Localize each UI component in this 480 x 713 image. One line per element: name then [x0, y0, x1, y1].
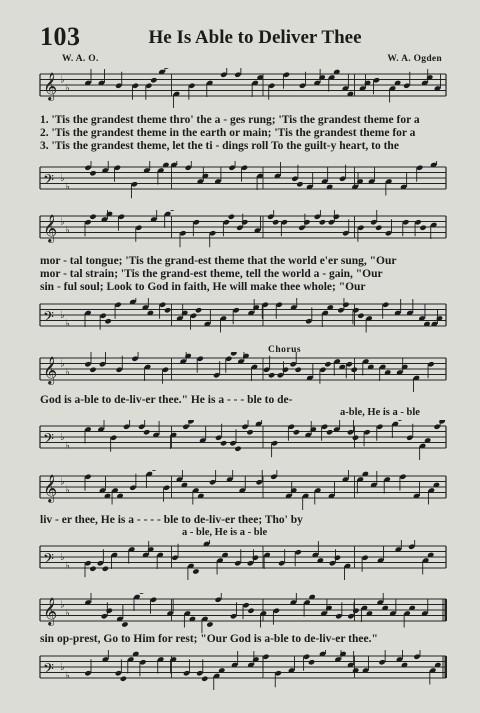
- svg-text:𝄢: 𝄢: [43, 309, 54, 329]
- lyric-line: 1. 'Tis the grandest theme thro' the a - ges rung; 'Tis the grandest theme for a: [40, 114, 420, 126]
- svg-text:𝄢: 𝄢: [43, 551, 54, 571]
- svg-text:♭: ♭: [65, 440, 70, 452]
- svg-text:𝄞: 𝄞: [43, 597, 58, 625]
- svg-text:𝄢: 𝄢: [43, 661, 54, 681]
- words-credit: W. A. O.: [62, 54, 99, 64]
- svg-text:𝄞: 𝄞: [43, 356, 58, 384]
- svg-text:♭: ♭: [65, 607, 70, 619]
- svg-text:♭: ♭: [60, 662, 65, 673]
- svg-text:♭: ♭: [65, 366, 70, 378]
- lyric-line: mor - tal tongue; 'Tis the grand-est theme that the world e'er sung, "Our: [40, 255, 397, 267]
- treble-staff: [0, 470, 480, 510]
- lyric-line: liv - er thee, He is a - - - - ble to de-liv-er thee; Tho' by: [40, 514, 303, 526]
- treble-staff: [0, 68, 480, 108]
- svg-text:♭: ♭: [65, 224, 70, 236]
- svg-text:♭: ♭: [60, 358, 65, 370]
- svg-text:𝄞: 𝄞: [43, 474, 58, 502]
- svg-text:♭: ♭: [65, 181, 70, 193]
- bass-staff: [0, 650, 480, 690]
- lyric-line: mor - tal strain; 'Tis the grand-est theme, tell the world a - gain, "Our: [40, 268, 383, 280]
- lyric-line: God is a-ble to de-liv-er thee." He is a - - - ble to de-: [40, 394, 293, 406]
- svg-text:𝄢: 𝄢: [43, 172, 54, 192]
- svg-text:𝄢: 𝄢: [43, 431, 54, 451]
- hymn-number: 103: [40, 22, 81, 51]
- lyric-line: sin op-prest, Go to Him for rest; "Our God is a-ble to de-liv-er thee.": [40, 633, 378, 645]
- music-credit: W. A. Ogden: [387, 54, 442, 64]
- bass-staff: [0, 540, 480, 580]
- alto-lyric-line: a-ble, He is a - ble: [340, 407, 420, 418]
- svg-text:♭: ♭: [60, 432, 65, 443]
- lyric-line: sin - ful soul; Look to God in faith, He will make thee whole; "Our: [40, 281, 366, 293]
- svg-text:𝄞: 𝄞: [43, 214, 58, 242]
- svg-text:♭: ♭: [60, 173, 65, 184]
- treble-staff: [0, 210, 480, 250]
- svg-text:♭: ♭: [60, 552, 65, 563]
- lyric-line: 2. 'Tis the grandest theme in the earth or main; 'Tis the grandest theme for a: [40, 127, 416, 139]
- svg-text:♭: ♭: [60, 310, 65, 321]
- treble-staff: [0, 352, 480, 392]
- svg-text:♭: ♭: [65, 670, 70, 682]
- svg-text:♭: ♭: [60, 599, 65, 611]
- bass-staff: [0, 420, 480, 460]
- hymn-title: He Is Able to Deliver Thee: [148, 27, 362, 48]
- treble-staff: [0, 593, 480, 633]
- svg-text:♭: ♭: [60, 476, 65, 488]
- svg-text:♭: ♭: [60, 74, 65, 86]
- svg-text:♭: ♭: [65, 560, 70, 572]
- chorus-label: Chorus: [268, 345, 302, 355]
- lyric-line: 3. 'Tis the grandest theme, let the ti - dings roll To the guilt-y heart, to the: [40, 140, 399, 152]
- svg-text:♭: ♭: [65, 484, 70, 496]
- bass-staff: [0, 161, 480, 201]
- svg-text:♭: ♭: [65, 318, 70, 330]
- svg-text:♭: ♭: [60, 216, 65, 228]
- svg-text:♭: ♭: [65, 82, 70, 94]
- svg-text:𝄞: 𝄞: [43, 72, 58, 100]
- bass-staff: [0, 298, 480, 338]
- alto-lyric-line: a - ble, He is a - ble: [182, 527, 268, 538]
